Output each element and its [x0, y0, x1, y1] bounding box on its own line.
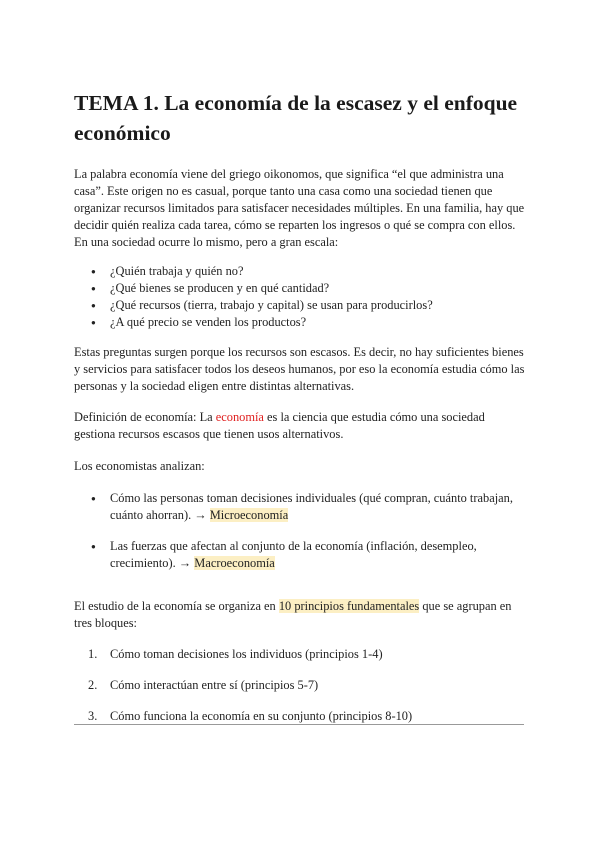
item-text: Cómo funciona la economía en su conjunto (principios 8-10) [110, 709, 413, 723]
list-item: ● ¿Quién trabaja y quién no? [74, 263, 526, 280]
microeconomia-highlight: Microeconomía [209, 508, 289, 522]
analysis-text: Cómo las personas toman decisiones individuales (qué compran, cuánto trabajan, cuánto ahorran). → [110, 491, 513, 522]
principles-suffix: que se agrupan en tres bloques: [74, 599, 512, 630]
principles-highlight: 10 principios fundamentales [278, 599, 420, 613]
principles-paragraph [74, 598, 526, 632]
questions-list [74, 263, 526, 331]
list-item [74, 646, 526, 663]
list-item: ● ¿Qué bienes se producen y en qué cantidad? [74, 280, 526, 297]
page-title: TEMA 1. La economía de la escasez y el enfoque económico [74, 91, 518, 145]
scarcity-paragraph: Estas preguntas surgen porque los recursos son escasos. Es decir, no hay suficientes bienes y servicios para satisfacer todos los deseos humanos, por eso la economía estudia cómo las personas y la sociedad eligen entre distintas alternativas. [74, 345, 525, 393]
item-number: 2. [88, 678, 98, 692]
list-item [74, 677, 526, 694]
item-number: 1. [88, 647, 98, 661]
list-item: ● ¿A qué precio se venden los productos? [74, 314, 526, 331]
analysis-list [74, 490, 526, 572]
section-divider [74, 724, 524, 725]
list-item-macro [74, 538, 526, 572]
definition-prefix: Definición de economía: La [74, 410, 216, 424]
definition-term: economía [215, 410, 264, 424]
blocks-list [74, 646, 526, 725]
list-item [74, 708, 526, 725]
definition-paragraph [74, 409, 526, 443]
list-item-micro [74, 490, 526, 524]
analysis-text: Las fuerzas que afectan al conjunto de la economía (inflación, desempleo, crecimiento). → [110, 539, 477, 570]
macroeconomia-highlight: Macroeconomía [194, 556, 275, 570]
analysts-intro: Los economistas analizan: [74, 459, 205, 473]
definition-rest: es la ciencia que estudia cómo una sociedad gestiona recursos escasos que tienen usos alternativos. [74, 410, 485, 441]
principles-prefix: El estudio de la economía se organiza en [74, 599, 279, 613]
intro-paragraph: La palabra economía viene del griego oikonomos, que significa “el que administra una casa”. Este origen no es casual, porque tanto una casa como una sociedad tienen que organizar recursos limitados para satisfacer necesidades múltiples. En una familia, hay que decidir quién realiza cada tarea, cómo se reparten los ingresos o qué se compra con ellos. En una sociedad ocurre lo mismo, pero a gran escala: [74, 167, 525, 249]
item-text: Cómo toman decisiones los individuos (principios 1-4) [110, 647, 383, 661]
list-item: ● ¿Qué recursos (tierra, trabajo y capital) se usan para producirlos? [74, 297, 526, 314]
item-number: 3. [88, 709, 98, 723]
item-text: Cómo interactúan entre sí (principios 5-7) [110, 678, 319, 692]
